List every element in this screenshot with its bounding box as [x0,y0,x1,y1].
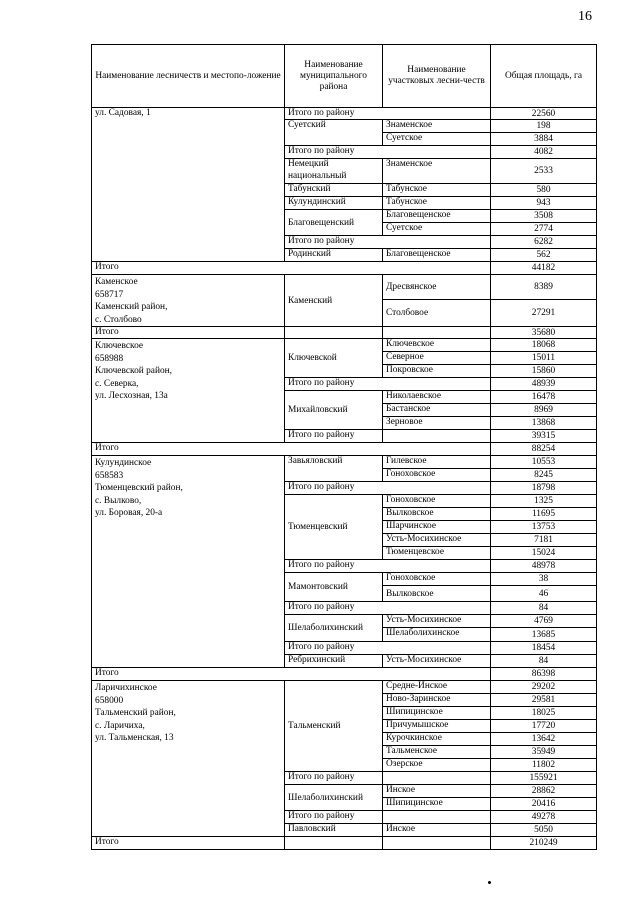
district-total-label: Итого по району [285,108,491,120]
local-forestry-cell: Северное [383,352,491,365]
district-cell: Шелаболихинский [285,785,383,811]
total-row [92,262,597,275]
district-total-label: Итого по району [285,602,491,615]
local-forestry-cell: Шипицинское [383,798,491,811]
area-cell: 39315 [491,430,597,443]
forestry-table [91,44,597,850]
area-cell: 13642 [491,733,597,746]
local-forestry-cell: Суетское [383,223,491,236]
district-cell: Немецкий национальный [285,159,383,184]
area-cell: 29581 [491,694,597,707]
area-cell: 28862 [491,785,597,798]
district-cell: Ребрихинский [285,655,383,668]
local-forestry-cell: Шипицинское [383,707,491,720]
local-forestry-cell: Николаевское [383,391,491,404]
local-forestry-cell: Табунское [383,197,491,210]
header-municipal-district: Наименование муниципального района [285,45,383,108]
local-forestry-cell: Инское [383,824,491,837]
table-row [92,456,597,469]
table-row [92,108,597,120]
district-cell: Табунский [285,184,383,197]
district-cell: Тальменский [285,681,383,772]
area-cell: 49278 [491,811,597,824]
local-forestry-cell: Табунское [383,184,491,197]
local-forestry-cell: Шелаболихинское [383,628,491,642]
total-row [92,668,597,681]
area-cell: 84 [491,602,597,615]
area-cell: 8389 [491,275,597,300]
area-cell: 3508 [491,210,597,223]
area-cell: 18454 [491,642,597,655]
area-cell: 943 [491,197,597,210]
area-cell: 5050 [491,824,597,837]
local-forestry-cell: Покровское [383,365,491,378]
district-cell: Шелаболихинский [285,615,383,642]
local-forestry-cell: Усть-Мосихинское [383,534,491,547]
district-cell: Родинский [285,249,383,262]
district-total-label: Итого по району [285,772,383,785]
area-cell: 22560 [491,108,597,120]
district-total-label: Итого по району [285,146,491,159]
area-cell: 20416 [491,798,597,811]
scan-mark [488,881,491,884]
local-forestry-cell: Вылковское [383,586,491,602]
district-cell: Суетский [285,120,383,146]
empty-cell [383,430,491,443]
district-cell: Кулундинский [285,197,383,210]
area-cell: 155921 [491,772,597,785]
area-cell: 18025 [491,707,597,720]
area-cell: 11802 [491,759,597,772]
district-cell: Мамонтовский [285,573,383,602]
area-cell: 8969 [491,404,597,417]
forestry-location-cell: Кулундинское 658583 Тюменцевский район, с. Вылково, ул. Боровая, 20-а [92,456,285,668]
total-row [92,837,597,850]
table-row [92,681,597,694]
area-cell: 15024 [491,547,597,560]
area-cell: 18068 [491,339,597,352]
area-cell: 46 [491,586,597,602]
area-cell: 35949 [491,746,597,759]
area-cell: 2774 [491,223,597,236]
local-forestry-cell: Тюменцевское [383,547,491,560]
forestry-location-cell: Ларичихинское 658000 Тальменский район, с. Ларичиха, ул. Тальменская, 13 [92,681,285,837]
total-label: Итого [92,262,491,275]
area-cell: 198 [491,120,597,133]
area-cell: 48939 [491,378,597,391]
area-cell: 29202 [491,681,597,694]
area-cell: 580 [491,184,597,197]
area-cell: 6282 [491,236,597,249]
empty-cell [383,837,491,850]
area-cell: 4082 [491,146,597,159]
district-total-label: Итого по району [285,560,491,573]
area-cell: 18798 [491,482,597,495]
total-row [92,443,597,456]
local-forestry-cell: Тальменское [383,746,491,759]
area-cell: 13685 [491,628,597,642]
area-cell: 13753 [491,521,597,534]
forestry-location-cell: Ключевское 658988 Ключевской район, с. Северка, ул. Лесхозная, 13а [92,339,285,443]
area-cell: 562 [491,249,597,262]
district-cell: Тюменцевский [285,495,383,560]
local-forestry-cell: Гоноховское [383,573,491,586]
area-cell: 84 [491,655,597,668]
forestry-location-cell: Каменское 658717 Каменский район, с. Столбово [92,275,285,327]
district-total-label: Итого по району [285,236,491,249]
district-total-label: Итого по району [285,378,491,391]
local-forestry-cell: Причумышское [383,720,491,733]
table-header-row [92,45,597,108]
total-area-cell: 86398 [491,668,597,681]
district-total-label: Итого по району [285,811,383,824]
area-cell: 8245 [491,469,597,482]
district-total-label: Итого по району [285,642,491,655]
local-forestry-cell: Средне-Инское [383,681,491,694]
area-cell: 17720 [491,720,597,733]
header-district-forestries: Наименование участковых лесни-честв [383,45,491,108]
total-label: Итого [92,327,285,339]
local-forestry-cell: Зерновое [383,417,491,430]
local-forestry-cell: Гоноховское [383,495,491,508]
district-cell: Благовещенский [285,210,383,236]
empty-cell [383,811,491,824]
table-row [92,339,597,352]
total-label: Итого [92,668,491,681]
area-cell: 11695 [491,508,597,521]
district-cell: Завьяловский [285,456,383,482]
header-forestry-location: Наименование лесничеств и местопо-ложение [92,45,285,108]
district-cell: Михайловский [285,391,383,430]
empty-cell [383,772,491,785]
total-area-cell: 210249 [491,837,597,850]
area-cell: 13868 [491,417,597,430]
table-row [92,275,597,300]
area-cell: 15011 [491,352,597,365]
local-forestry-cell: Столбовое [383,300,491,327]
local-forestry-cell: Курочкинское [383,733,491,746]
empty-cell [285,327,383,339]
area-cell: 15860 [491,365,597,378]
local-forestry-cell: Гилевское [383,456,491,469]
local-forestry-cell: Усть-Мосихинское [383,615,491,628]
local-forestry-cell: Вылковское [383,508,491,521]
local-forestry-cell: Гоноховское [383,469,491,482]
district-total-label: Итого по району [285,482,491,495]
local-forestry-cell: Ново-Заринское [383,694,491,707]
area-cell: 7181 [491,534,597,547]
area-cell: 2533 [491,159,597,184]
local-forestry-cell: Шарчинское [383,521,491,534]
page-number: 16 [578,9,592,24]
forestry-location-cell: ул. Садовая, 1 [92,108,285,262]
total-label: Итого [92,443,491,456]
area-cell: 3884 [491,133,597,146]
district-cell: Ключевской [285,339,383,378]
district-total-label: Итого по району [285,430,383,443]
local-forestry-cell: Ключевское [383,339,491,352]
area-cell: 27291 [491,300,597,327]
total-row [92,327,597,339]
local-forestry-cell: Усть-Мосихинское [383,655,491,668]
area-cell: 1325 [491,495,597,508]
local-forestry-cell: Бастанское [383,404,491,417]
total-area-cell: 88254 [491,443,597,456]
total-area-cell: 44182 [491,262,597,275]
empty-cell [285,837,383,850]
local-forestry-cell: Суетское [383,133,491,146]
area-cell: 4769 [491,615,597,628]
total-area-cell: 35680 [491,327,597,339]
area-cell: 38 [491,573,597,586]
local-forestry-cell: Знаменское [383,159,491,184]
header-total-area: Общая площадь, га [491,45,597,108]
district-cell: Павловский [285,824,383,837]
local-forestry-cell: Инское [383,785,491,798]
district-cell: Каменский [285,275,383,327]
total-label: Итого [92,837,285,850]
local-forestry-cell: Знаменское [383,120,491,133]
local-forestry-cell: Благовещенское [383,210,491,223]
area-cell: 10553 [491,456,597,469]
area-cell: 16478 [491,391,597,404]
local-forestry-cell: Озерское [383,759,491,772]
local-forestry-cell: Благовещенское [383,249,491,262]
area-cell: 48978 [491,560,597,573]
empty-cell [383,327,491,339]
local-forestry-cell: Дресвянское [383,275,491,300]
